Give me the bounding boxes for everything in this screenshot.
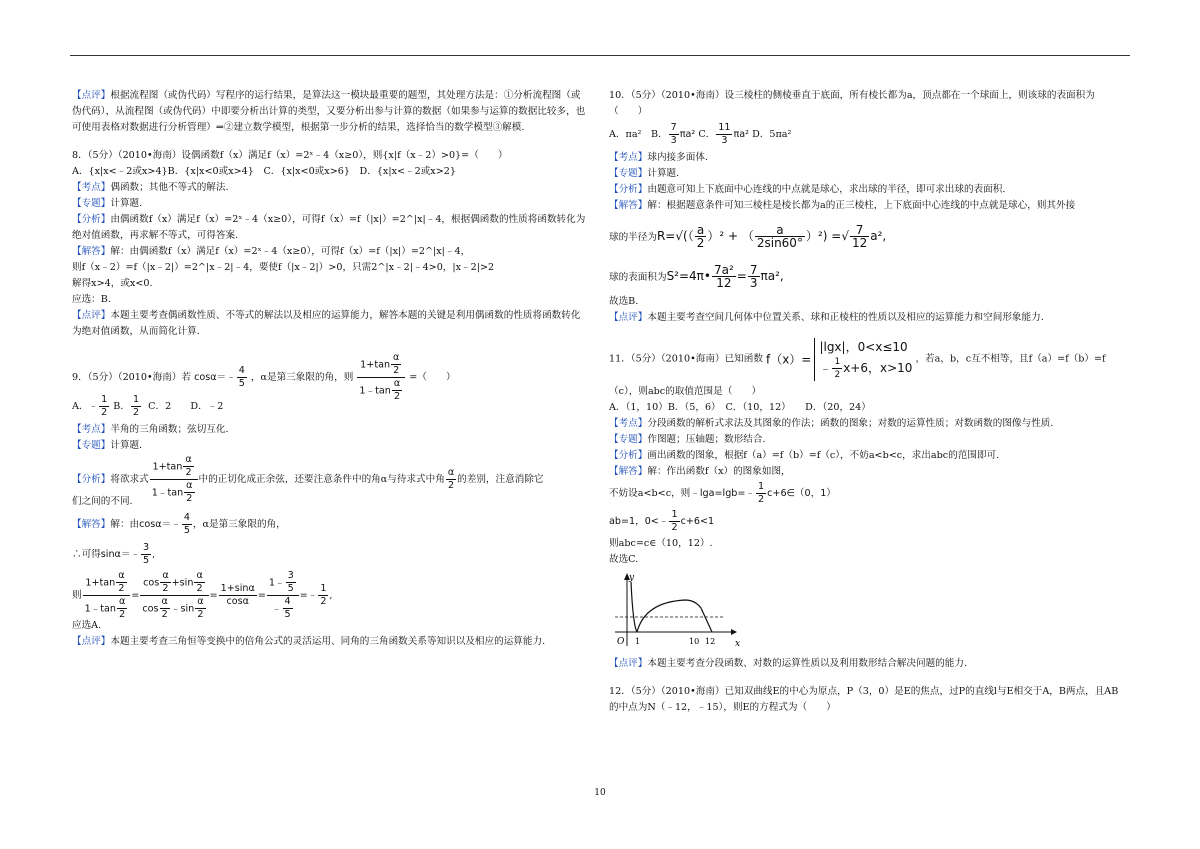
q9-zhuanti: 计算题.: [110, 440, 143, 451]
graph-curve-left: [631, 582, 637, 632]
q8-options: A．{x|x<﹣2或x>4}B．{x|x<0或x>4} C．{x|x<0或x>6} D．{x|x<﹣2或x>2}: [72, 166, 456, 177]
q10-radius-formula: R=√(（ $\frac{a}{2}$ ）² + （ $\frac{a}{2\sin 60^\circ}$ ）²) =√ $\frac{7}{12}$ a²,: [656, 223, 887, 250]
q11-kaodian: 分段函数的解析式求法及其图象的作法；函数的图象；对数的运算性质；对数函数的图像与性质.: [647, 418, 1054, 429]
q9-frac-4-5: $\frac{4}{5}$: [238, 365, 245, 389]
q8-jieda-1: 解：由偶函数f（x）满足f（x）=2ˣ﹣4（x≥0），可得f（x）=f（|x|）=2^|x|﹣4，: [110, 246, 471, 257]
q9-step-3: $\frac{1+\sin\alpha}{\cos\alpha}$: [220, 583, 255, 607]
q9-stem-b: ，α是第三象限的角，则: [250, 372, 354, 383]
q11-step1-frac: $\frac{1}{2}$: [758, 481, 765, 505]
q10-options-c: D．5πa²: [752, 129, 792, 140]
q10-frac-7-3: $\frac{7}{3}$: [670, 122, 677, 146]
q10-kaodian-tag: 【考点】: [609, 152, 648, 163]
q11-fenxi-tag: 【分析】: [609, 450, 648, 461]
q9-kaodian-tag: 【考点】: [72, 424, 111, 435]
q9-target-expression: 1+tan $\frac{\alpha}{2}$ 1﹣tan $\frac{\alpha}{2}$: [357, 352, 405, 403]
q11-fenxi: 画出函数的图象，根据f（a）=f（b）=f（c），不妨a<b<c，求出abc的范围即可.: [647, 450, 1000, 461]
q8-zhuanti: 计算题.: [110, 198, 143, 209]
q10-radius-text: 球的半径为: [609, 232, 657, 243]
q9-dianping: 本题主要考查三角恒等变换中的倍角公式的灵活运用、同角的三角函数关系等知识以及相应的运算能力.: [110, 636, 546, 647]
q11-step1-a: 不妨设a<b<c，则: [609, 488, 691, 499]
q9-opt-a: A．: [72, 401, 89, 412]
q8-dianping: 本题主要考查偶函数性质、不等式的解法以及相应的运算能力，解答本题的关键是利用偶函数的性质将函数转化为绝对值函数，从而简化计算.: [72, 310, 581, 337]
q11-piece-1: |lgx|，0<x≤10: [819, 340, 908, 354]
q8-kaodian-tag: 【考点】: [72, 182, 111, 193]
q11-step2-b: c+6<1: [680, 516, 715, 527]
q9-jieda-b: ，α是第三象限的角，: [192, 519, 286, 530]
q11-options: A．（1，10）B．（5，6） C．（10，12） D．（20，24）: [609, 402, 871, 413]
page-number: 10: [594, 788, 606, 798]
q10-options-b: C．: [698, 129, 716, 140]
q9-fenxi-b: 中的正切化成正余弦，还要注意条件中的角α与待求式中角: [198, 474, 445, 485]
graph-tick-12: 12: [705, 637, 716, 646]
q11-function-graph: [609, 570, 749, 652]
q10-jieda-tag: 【解答】: [609, 200, 648, 211]
q11-step2-frac: $\frac{1}{2}$: [671, 509, 678, 533]
q10-jieda: 解：根据题意条件可知三棱柱是棱长都为a的正三棱柱，上下底面中心连线的中点就是球心，则其外接: [647, 200, 1076, 211]
q9-frac-1-2b: $\frac{1}{2}$: [132, 394, 140, 418]
q9-dianping-tag: 【点评】: [72, 636, 111, 647]
q9-step-5: $\frac{1}{2}$: [320, 583, 327, 607]
q10-area-formula: S²=4π• $\frac{\text{7a²}}{12}$ = $\frac{7}{3}$ πa²,: [666, 263, 784, 290]
q9-fenxi-expression: 1+tan $\frac{\alpha}{2}$ 1﹣tan $\frac{\alpha}{2}$: [150, 454, 198, 505]
q9-zhuanti-tag: 【专题】: [72, 440, 111, 451]
q9-jieda-c: ∴可得: [72, 549, 101, 560]
q9-jieda-a: 解：由: [110, 519, 140, 530]
intro-comment: [72, 88, 590, 136]
q9-frac-alpha-2: $\frac{\alpha}{2}$: [447, 467, 455, 491]
q8-stem: 8．（5分）（2010•海南）设偶函数f（x）满足f（x）=2ˣ﹣4（x≥0），则{x|f（x﹣2）>0}=（ ）: [72, 150, 508, 161]
q10-zhuanti-tag: 【专题】: [609, 168, 648, 179]
q11-stem-c: （c），则abc的取值范围是（ ）: [609, 386, 762, 397]
q9-fenxi-d: 们之间的不同.: [72, 496, 133, 507]
graph-tick-10: 10: [689, 637, 700, 646]
q9-step-4: 1﹣ $\frac{3}{5}$ ﹣ $\frac{4}{5}$: [267, 570, 299, 621]
q8-jieda-3: 解得x>4，或x<0.: [72, 278, 153, 289]
graph-x-arrow: [731, 629, 737, 635]
q11-stem-a: 11．（5分）（2010•海南）已知函数: [609, 353, 763, 365]
q11-stem-b: ，若a，b，c互不相等，且f（a）=f（b）=f: [915, 353, 1106, 365]
q9-stem-c: =（ ）: [409, 372, 456, 383]
q10-dianping: 本题主要考查空间几何体中位置关系、球和正棱柱的性质以及相应的运算能力和空间形象能力.: [647, 312, 1044, 323]
q11-jieda: 解：作出函数f（x）的图象如图，: [647, 466, 791, 477]
q10-fenxi: 由题意可知上下底面中心连线的中点就是球心，求出球的半径，即可求出球的表面积.: [647, 184, 1006, 195]
q11-dianping-tag: 【点评】: [609, 658, 648, 669]
q10-answer: 故选B.: [609, 296, 639, 307]
q12-stem: 12．（5分）（2010•海南）已知双曲线E的中心为原点，P（3，0）是E的焦点，过P的直线l与E相交于A，B两点，且AB的中点为N（﹣12，﹣15），则E的方程式为（ ）: [609, 686, 1119, 713]
q9-kaodian: 半角的三角函数；弦切互化.: [110, 424, 229, 435]
q8-jieda-2: 则f（x﹣2）=f（|x﹣2|）=2^|x﹣2|﹣4，要使f（|x﹣2|）>0，只需2^|x﹣2|﹣4>0，|x﹣2|>2: [72, 262, 495, 273]
q10-stem: 10．（5分）（2010•海南）设三棱柱的侧棱垂直于底面，所有棱长都为a，顶点都在一个球面上，则该球的表面积为（ ）: [609, 90, 1095, 117]
q9-stem-a: 9．（5分）（2010•海南）若: [72, 372, 192, 383]
q10-zhuanti: 计算题.: [647, 168, 680, 179]
q10-fenxi-tag: 【分析】: [609, 184, 648, 195]
graph-tick-1: 1: [635, 637, 641, 646]
q9-fenxi-tag: 【分析】: [72, 474, 111, 485]
q10-options-a: A．πa² B．: [609, 129, 668, 140]
q10-area-text: 球的表面积为: [609, 272, 667, 283]
graph-x-label: x: [735, 639, 741, 649]
q9-fenxi-a: 将欲求式: [110, 474, 149, 485]
graph-y-label: y: [629, 573, 635, 583]
q11-answer: 故选C.: [609, 554, 639, 565]
q9-step-2: cos $\frac{\alpha}{2}$ +sin $\frac{\alpha}{2}$ cos $\frac{\alpha}{2}$ ﹣sin $\frac{\alpha}{2}$: [140, 570, 208, 621]
q9-jieda-d: 则: [72, 590, 82, 601]
q9-options: C．2 D．﹣2: [148, 401, 224, 412]
q11-step2-a: ab=1，0<: [609, 516, 659, 527]
q8-fenxi: 由偶函数f（x）满足f（x）=2ˣ﹣4（x≥0），可得f（x）=f（|x|）=2^|x|﹣4，根据偶函数的性质将函数转化为绝对值函数，再求解不等式，可得答案.: [72, 214, 586, 241]
q8-dianping-tag: 【点评】: [72, 310, 111, 321]
intro-tag: 【点评】: [72, 90, 111, 101]
q10-frac-11-3: $\frac{11}{3}$: [718, 122, 731, 146]
q10-dianping-tag: 【点评】: [609, 312, 648, 323]
q11-step3: 则abc=c∈（10，12）.: [609, 538, 713, 549]
q9-jieda-frac: $\frac{4}{5}$: [183, 512, 190, 536]
header-rule: [70, 55, 1130, 56]
q9-step-1: 1+tan $\frac{\alpha}{2}$ 1﹣tan $\frac{\alpha}{2}$: [83, 570, 131, 621]
q8-fenxi-tag: 【分析】: [72, 214, 111, 225]
q9-sin-frac: $\frac{3}{5}$: [143, 542, 150, 566]
q9-jieda-tag: 【解答】: [72, 519, 111, 530]
q10-kaodian: 球内接多面体.: [647, 152, 708, 163]
q9-fenxi-c: 的差别，注意消除它: [457, 474, 544, 485]
q9-frac-1-2a: $\frac{1}{2}$: [101, 394, 108, 418]
q11-zhuanti: 作图题；压轴题；数形结合.: [647, 434, 766, 445]
q11-jieda-tag: 【解答】: [609, 466, 648, 477]
q9-stem-cos: cosα＝﹣: [194, 372, 236, 383]
q11-piecewise: |lgx|，0<x≤10 ﹣ $\frac{1}{2}$ x+6，x>10: [814, 338, 912, 381]
q11-step1-b: c+6∈（0，1）: [767, 488, 836, 499]
q11-zhuanti-tag: 【专题】: [609, 434, 648, 445]
q9-opt-b: B．: [113, 401, 130, 412]
q8-jieda-tag: 【解答】: [72, 246, 111, 257]
graph-origin-label: O: [617, 637, 625, 647]
graph-curve-log: [637, 600, 701, 632]
left-column: 【点评】根据流程图（或伪代码）写程序的运行结果，是算法这一模块最重要的题型，其处理方法是：①分析流程图（或伪代码），从流程图（或伪代码）中即要分析出计算的类型，又要分析出参与计算的数据（如果参与运算的数据比较多，也可使用表格对数据进行分析管理）⇒②建立数学模型，根据第一步分析的结果，选择恰当的数学模型③解模. 8．（5分）（2010•海南）设偶函数f（x）满足f（x）=2ˣ﹣4（x≥0），则{x|f（x﹣2）>0}=（ ） A．{x|x<﹣2或x>4}B．{x|x<0或x>4} C．{x|x<0或x>6} D．{x|x<﹣2或x>2} 【考点】偶函数；其他不等式的解法. 【专题】计算题. 【分析】由偶函数f（x）满足f（x）=2ˣ﹣4（x≥0），可得f（x）=f（|x|）=2^|x|﹣4，根据偶函数的性质将函数转化为绝对值函数，再求解不等式，可得答案. 【解答】解：由偶函数f（x）满足f（x）=2ˣ﹣4（x≥0），可得f（x）=f（|x|）=2^|x|﹣4， 则f（x﹣2）=f（|x﹣2|）=2^|x﹣2|﹣4，要使f（|x﹣2|）>0，只需2^|x﹣2|﹣4>0，|x﹣2|>2 解得x>4，或x<0. 应选：B. 【点评】本题主要考查偶函数性质、不等式的解法以及相应的运算能力，解答本题的关键是利用偶函数的性质将函数转化为绝对值函数，从而简化计算. 9．（5分）（2010•海南）若 cosα＝﹣ $\frac{4}{5}$ ，α是第三象限的角，则 1+tan $\frac{\alpha}{2}$ 1﹣tan $\frac{\alpha}{2}$ =（ ） A．﹣ $\frac{1}{2}$ B． $\frac{1}{2}$ C．2 D．﹣2 【考点】半角的三角函数；弦切互化. 【专题】计算题. 【分析】将欲求式 1+tan $\frac{\alpha}{2}$ 1﹣tan $\frac{\alpha}{2}$ 中的正切化成正余弦，还要注意条件中的角α与待求式中角 $\frac{\alpha}{2}$ 的差别，注意消除它 们之间的不同. 【解答】解：由cosα＝﹣ $\frac{4}{5}$ ，α是第三象限的角， ∴可得sinα＝﹣ $\frac{3}{5}$ , 则 1+tan $\frac{\alpha}{2}$ 1﹣tan $\frac{\alpha}{2}$ = cos $\frac{\alpha}{2}$ +sin $\frac{\alpha}{2}$ cos $\frac{\alpha}{2}$ ﹣sin $\frac{\alpha}{2}$ = $\frac{1+\sin\alpha}{\cos\alpha}$ = 1﹣ $\frac{3}{5}$ ﹣ $\frac{4}{5}$ =﹣ $\frac{1}{2}$ , 应选A. 【点评】本题主要考查三角恒等变换中的倍角公式的灵活运用、同角的三角函数关系等知识以及相应的运算能力.: [72, 88, 590, 650]
q8-answer: 应选：B.: [72, 294, 111, 305]
right-column: 10．（5分）（2010•海南）设三棱柱的侧棱垂直于底面，所有棱长都为a，顶点都在一个球面上，则该球的表面积为（ ） A．πa² B． $\frac{7}{3}$ πa² C． $\frac{11}{3}$ πa² D．5πa² 【考点】球内接多面体. 【专题】计算题. 【分析】由题意可知上下底面中心连线的中点就是球心，求出球的半径，即可求出球的表面积. 【解答】解：根据题意条件可知三棱柱是棱长都为a的正三棱柱，上下底面中心连线的中点就是球心，则其外接 球的半径为R=√(（ $\frac{a}{2}$ ）² + （ $\frac{a}{2\sin 60^\circ}$ ）²) =√ $\frac{7}{12}$ a², 球的表面积为S²=4π• $\frac{\text{7a²}}{12}$ = $\frac{7}{3}$ πa², 故选B. 【点评】本题主要考查空间几何体中位置关系、球和正棱柱的性质以及相应的运算能力和空间形象能力. 11．（5分）（2010•海南）已知函数 f（x）= |lgx|，0<x≤10 ﹣ $\frac{1}{2}$ x+6，x>10 ，若a，b，c互不相等，且f（a）=f（b）=f （c），则abc的取值范围是（ ） A．（1，10）B．（5，6） C．（10，12） D．（20，24） 【考点】分段函数的解析式求法及其图象的作法；函数的图象；对数的运算性质；对数函数的图像与性质. 【专题】作图题；压轴题；数形结合. 【分析】画出函数的图象，根据f（a）=f（b）=f（c），不妨a<b<c，求出abc的范围即可. 【解答】解：作出函数f（x）的图象如图， 不妨设a<b<c，则﹣lga=lgb=﹣ $\frac{1}{2}$ c+6∈（0，1） ab=1，0<﹣ $\frac{1}{2}$ c+6<1 则abc=c∈（10，12）. 故选C. y x O 1 10 12 【点评】本题主要考查分段函数、对数的运算性质以及利用数形结合解决问题的能力. 12．（5分）（2010•海南）已知双曲线E的中心为原点，P（3，0）是E的焦点，过P的直线l与E相交于A，B两点，且AB的中点为N（﹣12，﹣15），则E的方程式为（ ）: [609, 88, 1127, 716]
q8-zhuanti-tag: 【专题】: [72, 198, 111, 209]
q11-kaodian-tag: 【考点】: [609, 418, 648, 429]
graph-line-segment: [701, 608, 712, 632]
q11-dianping: 本题主要考查分段函数、对数的运算性质以及利用数形结合解决问题的能力.: [647, 658, 968, 669]
q11-piece-2: x+6，x>10: [843, 361, 913, 375]
intro-text: 根据流程图（或伪代码）写程序的运行结果，是算法这一模块最重要的题型，其处理方法是：①分析流程图（或伪代码），从流程图（或伪代码）中即要分析出计算的类型，又要分析出参与计算的数据（如果参与运算的数据比较多，也可使用表格对数据进行分析管理）⇒②建立数学模型，根据第一步分析的结果，选择恰当的数学模型③解模.: [72, 90, 586, 133]
q8-kaodian: 偶函数；其他不等式的解法.: [110, 182, 229, 193]
q9-answer: 应选A.: [72, 620, 102, 631]
